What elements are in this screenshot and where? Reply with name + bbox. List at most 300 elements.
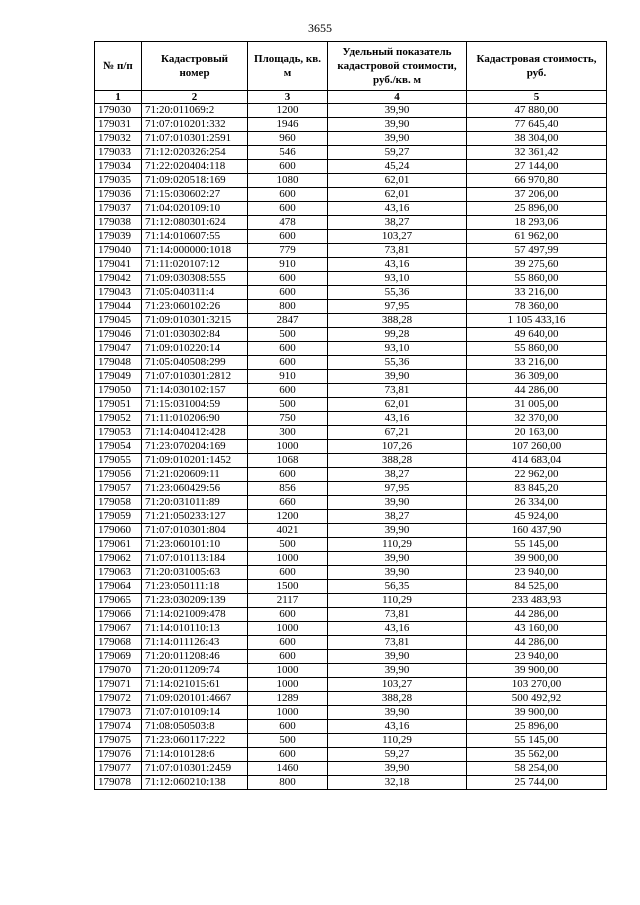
row-number-cell: 179070: [95, 664, 142, 678]
table-row: [95, 552, 607, 566]
area-cell: 600: [248, 356, 328, 370]
table-row: [95, 524, 607, 538]
table-row: [95, 398, 607, 412]
specific-value-cell: 43,16: [328, 412, 467, 426]
area-cell: 478: [248, 216, 328, 230]
cadastral-value-cell: 31 005,00: [467, 398, 607, 412]
specific-value-cell: 73,81: [328, 384, 467, 398]
row-number-cell: 179067: [95, 622, 142, 636]
cadastral-number-cell: 71:21:050233:127: [142, 510, 248, 524]
row-number-cell: 179078: [95, 776, 142, 790]
cadastral-value-cell: 500 492,92: [467, 692, 607, 706]
cadastral-number-cell: 71:23:060429:56: [142, 482, 248, 496]
row-number-cell: 179045: [95, 314, 142, 328]
row-number-cell: 179056: [95, 468, 142, 482]
table-row: [95, 608, 607, 622]
cadastral-number-cell: 71:15:030602:27: [142, 188, 248, 202]
area-cell: 4021: [248, 524, 328, 538]
table-row: [95, 244, 607, 258]
specific-value-cell: 110,29: [328, 734, 467, 748]
specific-value-cell: 73,81: [328, 608, 467, 622]
header-specific-value: Удельный показатель кадастровой стоимости, руб./кв. м: [328, 42, 467, 91]
row-number-cell: 179059: [95, 510, 142, 524]
row-number-cell: 179049: [95, 370, 142, 384]
cadastral-number-cell: 71:09:010201:1452: [142, 454, 248, 468]
cadastral-number-cell: 71:05:040508:299: [142, 356, 248, 370]
row-number-cell: 179053: [95, 426, 142, 440]
area-cell: 1946: [248, 118, 328, 132]
cadastral-number-cell: 71:09:010220:14: [142, 342, 248, 356]
cadastral-value-cell: 61 962,00: [467, 230, 607, 244]
table-row: [95, 328, 607, 342]
column-number: 3: [248, 91, 328, 104]
table-row: [95, 776, 607, 790]
cadastral-number-cell: 71:20:011209:74: [142, 664, 248, 678]
row-number-cell: 179060: [95, 524, 142, 538]
row-number-cell: 179066: [95, 608, 142, 622]
area-cell: 600: [248, 566, 328, 580]
specific-value-cell: 39,90: [328, 706, 467, 720]
cadastral-number-cell: 71:09:010301:3215: [142, 314, 248, 328]
cadastral-value-cell: 23 940,00: [467, 566, 607, 580]
area-cell: 1068: [248, 454, 328, 468]
table-row: [95, 300, 607, 314]
specific-value-cell: 43,16: [328, 258, 467, 272]
specific-value-cell: 73,81: [328, 244, 467, 258]
cadastral-value-cell: 44 286,00: [467, 384, 607, 398]
specific-value-cell: 97,95: [328, 300, 467, 314]
area-cell: 1200: [248, 104, 328, 118]
area-cell: 1200: [248, 510, 328, 524]
cadastral-number-cell: 71:20:031005:63: [142, 566, 248, 580]
specific-value-cell: 55,36: [328, 286, 467, 300]
specific-value-cell: 388,28: [328, 314, 467, 328]
header-cadastral-number: Кадастровый номер: [142, 42, 248, 91]
area-cell: 1000: [248, 664, 328, 678]
row-number-cell: 179068: [95, 636, 142, 650]
cadastral-value-cell: 38 304,00: [467, 132, 607, 146]
specific-value-cell: 110,29: [328, 538, 467, 552]
specific-value-cell: 39,90: [328, 370, 467, 384]
table-row: [95, 412, 607, 426]
area-cell: 910: [248, 370, 328, 384]
cadastral-number-cell: 71:11:010206:90: [142, 412, 248, 426]
specific-value-cell: 73,81: [328, 636, 467, 650]
cadastral-value-cell: 55 145,00: [467, 538, 607, 552]
specific-value-cell: 39,90: [328, 524, 467, 538]
area-cell: 1000: [248, 440, 328, 454]
area-cell: 600: [248, 720, 328, 734]
area-cell: 1000: [248, 622, 328, 636]
row-number-cell: 179054: [95, 440, 142, 454]
area-cell: 600: [248, 286, 328, 300]
cadastral-number-cell: 71:09:030308:555: [142, 272, 248, 286]
area-cell: 600: [248, 636, 328, 650]
area-cell: 600: [248, 650, 328, 664]
table-row: [95, 230, 607, 244]
row-number-cell: 179058: [95, 496, 142, 510]
cadastral-number-cell: 71:07:010301:804: [142, 524, 248, 538]
table-row: [95, 706, 607, 720]
column-number: 2: [142, 91, 248, 104]
cadastral-value-cell: 66 970,80: [467, 174, 607, 188]
area-cell: 2847: [248, 314, 328, 328]
table-header-row: [95, 42, 607, 91]
row-number-cell: 179036: [95, 188, 142, 202]
area-cell: 546: [248, 146, 328, 160]
row-number-cell: 179052: [95, 412, 142, 426]
specific-value-cell: 107,26: [328, 440, 467, 454]
specific-value-cell: 39,90: [328, 118, 467, 132]
row-number-cell: 179048: [95, 356, 142, 370]
cadastral-value-cell: 44 286,00: [467, 636, 607, 650]
specific-value-cell: 38,27: [328, 216, 467, 230]
row-number-cell: 179071: [95, 678, 142, 692]
row-number-cell: 179042: [95, 272, 142, 286]
table-row: [95, 510, 607, 524]
table-row: [95, 258, 607, 272]
table-row: [95, 426, 607, 440]
page-number: 3655: [308, 21, 332, 35]
table-body: [95, 104, 607, 790]
area-cell: 1080: [248, 174, 328, 188]
cadastral-value-cell: 25 896,00: [467, 202, 607, 216]
column-number: 1: [95, 91, 142, 104]
cadastral-value-cell: 39 900,00: [467, 552, 607, 566]
row-number-cell: 179050: [95, 384, 142, 398]
specific-value-cell: 43,16: [328, 720, 467, 734]
row-number-cell: 179044: [95, 300, 142, 314]
cadastral-number-cell: 71:23:050111:18: [142, 580, 248, 594]
area-cell: 1289: [248, 692, 328, 706]
row-number-cell: 179032: [95, 132, 142, 146]
specific-value-cell: 32,18: [328, 776, 467, 790]
row-number-cell: 179031: [95, 118, 142, 132]
row-number-cell: 179062: [95, 552, 142, 566]
specific-value-cell: 110,29: [328, 594, 467, 608]
cadastral-value-cell: 39 900,00: [467, 664, 607, 678]
specific-value-cell: 67,21: [328, 426, 467, 440]
table-row: [95, 314, 607, 328]
row-number-cell: 179064: [95, 580, 142, 594]
specific-value-cell: 56,35: [328, 580, 467, 594]
cadastral-value-cell: 47 880,00: [467, 104, 607, 118]
area-cell: 600: [248, 272, 328, 286]
cadastral-number-cell: 71:14:021009:478: [142, 608, 248, 622]
column-number-row: [95, 91, 607, 104]
table-row: [95, 202, 607, 216]
area-cell: 1460: [248, 762, 328, 776]
cadastral-number-cell: 71:15:031004:59: [142, 398, 248, 412]
cadastral-value-cell: 84 525,00: [467, 580, 607, 594]
cadastral-value-cell: 23 940,00: [467, 650, 607, 664]
cadastral-number-cell: 71:23:060102:26: [142, 300, 248, 314]
cadastral-number-cell: 71:08:050503:8: [142, 720, 248, 734]
area-cell: 600: [248, 230, 328, 244]
table-row: [95, 146, 607, 160]
row-number-cell: 179030: [95, 104, 142, 118]
cadastral-number-cell: 71:14:010128:6: [142, 748, 248, 762]
cadastral-value-cell: 55 860,00: [467, 342, 607, 356]
cadastral-value-cell: 33 216,00: [467, 356, 607, 370]
cadastral-number-cell: 71:04:020109:10: [142, 202, 248, 216]
area-cell: 779: [248, 244, 328, 258]
specific-value-cell: 62,01: [328, 398, 467, 412]
header-area: Площадь, кв. м: [248, 42, 328, 91]
cadastral-value-cell: 58 254,00: [467, 762, 607, 776]
table-row: [95, 342, 607, 356]
specific-value-cell: 39,90: [328, 566, 467, 580]
cadastral-value-cell: 33 216,00: [467, 286, 607, 300]
cadastral-number-cell: 71:07:010113:184: [142, 552, 248, 566]
table-row: [95, 636, 607, 650]
area-cell: 1000: [248, 678, 328, 692]
row-number-cell: 179040: [95, 244, 142, 258]
table-row: [95, 482, 607, 496]
cadastral-number-cell: 71:23:060101:10: [142, 538, 248, 552]
specific-value-cell: 388,28: [328, 454, 467, 468]
area-cell: 660: [248, 496, 328, 510]
cadastral-number-cell: 71:14:000000:1018: [142, 244, 248, 258]
row-number-cell: 179057: [95, 482, 142, 496]
cadastral-value-cell: 43 160,00: [467, 622, 607, 636]
cadastral-number-cell: 71:21:020609:11: [142, 468, 248, 482]
table-row: [95, 720, 607, 734]
cadastral-number-cell: 71:14:021015:61: [142, 678, 248, 692]
row-number-cell: 179073: [95, 706, 142, 720]
area-cell: 600: [248, 748, 328, 762]
header-cadastral-value: Кадастровая стоимость, руб.: [467, 42, 607, 91]
cadastral-value-cell: 57 497,99: [467, 244, 607, 258]
table-row: [95, 566, 607, 580]
cadastral-number-cell: 71:20:011208:46: [142, 650, 248, 664]
cadastral-value-cell: 55 860,00: [467, 272, 607, 286]
cadastral-number-cell: 71:01:030302:84: [142, 328, 248, 342]
specific-value-cell: 39,90: [328, 664, 467, 678]
cadastral-number-cell: 71:07:010201:332: [142, 118, 248, 132]
specific-value-cell: 39,90: [328, 552, 467, 566]
cadastral-value-cell: 32 361,42: [467, 146, 607, 160]
table-row: [95, 748, 607, 762]
table-row: [95, 132, 607, 146]
cadastral-value-cell: 45 924,00: [467, 510, 607, 524]
row-number-cell: 179069: [95, 650, 142, 664]
cadastral-value-cell: 35 562,00: [467, 748, 607, 762]
cadastral-value-cell: 37 206,00: [467, 188, 607, 202]
row-number-cell: 179061: [95, 538, 142, 552]
table-row: [95, 664, 607, 678]
area-cell: 1000: [248, 706, 328, 720]
cadastral-number-cell: 71:23:070204:169: [142, 440, 248, 454]
cadastral-value-cell: 78 360,00: [467, 300, 607, 314]
table-row: [95, 286, 607, 300]
specific-value-cell: 39,90: [328, 650, 467, 664]
table-row: [95, 216, 607, 230]
table-row: [95, 650, 607, 664]
table-row: [95, 678, 607, 692]
cadastral-number-cell: 71:14:011126:43: [142, 636, 248, 650]
table-row: [95, 734, 607, 748]
table-row: [95, 762, 607, 776]
cadastral-number-cell: 71:20:011069:2: [142, 104, 248, 118]
table-row: [95, 370, 607, 384]
area-cell: 500: [248, 328, 328, 342]
column-number: 4: [328, 91, 467, 104]
area-cell: 600: [248, 608, 328, 622]
cadastral-value-cell: 1 105 433,16: [467, 314, 607, 328]
cadastral-number-cell: 71:12:020326:254: [142, 146, 248, 160]
area-cell: 2117: [248, 594, 328, 608]
area-cell: 600: [248, 468, 328, 482]
area-cell: 600: [248, 342, 328, 356]
specific-value-cell: 59,27: [328, 146, 467, 160]
cadastral-value-cell: 26 334,00: [467, 496, 607, 510]
column-number: 5: [467, 91, 607, 104]
area-cell: 300: [248, 426, 328, 440]
cadastral-number-cell: 71:07:010109:14: [142, 706, 248, 720]
cadastral-number-cell: 71:23:030209:139: [142, 594, 248, 608]
row-number-cell: 179046: [95, 328, 142, 342]
cadastral-value-cell: 160 437,90: [467, 524, 607, 538]
area-cell: 910: [248, 258, 328, 272]
row-number-cell: 179051: [95, 398, 142, 412]
table-row: [95, 160, 607, 174]
cadastral-value-cell: 25 744,00: [467, 776, 607, 790]
table-row: [95, 104, 607, 118]
row-number-cell: 179072: [95, 692, 142, 706]
table-row: [95, 188, 607, 202]
cadastral-value-cell: 83 845,20: [467, 482, 607, 496]
cadastral-value-cell: 25 896,00: [467, 720, 607, 734]
cadastral-value-cell: 20 163,00: [467, 426, 607, 440]
area-cell: 600: [248, 202, 328, 216]
row-number-cell: 179063: [95, 566, 142, 580]
area-cell: 750: [248, 412, 328, 426]
row-number-cell: 179075: [95, 734, 142, 748]
cadastral-value-cell: 18 293,06: [467, 216, 607, 230]
specific-value-cell: 388,28: [328, 692, 467, 706]
specific-value-cell: 93,10: [328, 272, 467, 286]
cadastral-value-cell: 77 645,40: [467, 118, 607, 132]
table-row: [95, 118, 607, 132]
row-number-cell: 179065: [95, 594, 142, 608]
cadastral-number-cell: 71:14:010110:13: [142, 622, 248, 636]
specific-value-cell: 39,90: [328, 496, 467, 510]
cadastral-value-cell: 32 370,00: [467, 412, 607, 426]
area-cell: 600: [248, 160, 328, 174]
area-cell: 800: [248, 300, 328, 314]
cadastral-value-cell: 414 683,04: [467, 454, 607, 468]
table-row: [95, 622, 607, 636]
table-row: [95, 692, 607, 706]
specific-value-cell: 62,01: [328, 174, 467, 188]
cadastral-number-cell: 71:14:030102:157: [142, 384, 248, 398]
specific-value-cell: 38,27: [328, 510, 467, 524]
cadastral-number-cell: 71:23:060117:222: [142, 734, 248, 748]
table-row: [95, 384, 607, 398]
specific-value-cell: 38,27: [328, 468, 467, 482]
specific-value-cell: 39,90: [328, 132, 467, 146]
row-number-cell: 179077: [95, 762, 142, 776]
area-cell: 500: [248, 734, 328, 748]
cadastral-value-table: [94, 41, 607, 790]
table-row: [95, 272, 607, 286]
specific-value-cell: 99,28: [328, 328, 467, 342]
table-row: [95, 174, 607, 188]
row-number-cell: 179038: [95, 216, 142, 230]
area-cell: 960: [248, 132, 328, 146]
table-row: [95, 454, 607, 468]
specific-value-cell: 43,16: [328, 202, 467, 216]
specific-value-cell: 62,01: [328, 188, 467, 202]
header-row-number: № п/п: [95, 42, 142, 91]
cadastral-value-cell: 103 270,00: [467, 678, 607, 692]
specific-value-cell: 97,95: [328, 482, 467, 496]
row-number-cell: 179041: [95, 258, 142, 272]
specific-value-cell: 39,90: [328, 762, 467, 776]
specific-value-cell: 55,36: [328, 356, 467, 370]
specific-value-cell: 45,24: [328, 160, 467, 174]
row-number-cell: 179039: [95, 230, 142, 244]
cadastral-number-cell: 71:07:010301:2459: [142, 762, 248, 776]
area-cell: 500: [248, 538, 328, 552]
table-row: [95, 594, 607, 608]
specific-value-cell: 59,27: [328, 748, 467, 762]
area-cell: 600: [248, 188, 328, 202]
table-row: [95, 356, 607, 370]
cadastral-value-cell: 55 145,00: [467, 734, 607, 748]
row-number-cell: 179047: [95, 342, 142, 356]
row-number-cell: 179035: [95, 174, 142, 188]
area-cell: 500: [248, 398, 328, 412]
cadastral-number-cell: 71:12:060210:138: [142, 776, 248, 790]
table-row: [95, 496, 607, 510]
cadastral-number-cell: 71:11:020107:12: [142, 258, 248, 272]
table-row: [95, 468, 607, 482]
cadastral-value-cell: 22 962,00: [467, 468, 607, 482]
table-row: [95, 580, 607, 594]
row-number-cell: 179037: [95, 202, 142, 216]
cadastral-value-cell: 39 900,00: [467, 706, 607, 720]
cadastral-number-cell: 71:14:040412:428: [142, 426, 248, 440]
area-cell: 800: [248, 776, 328, 790]
cadastral-value-cell: 233 483,93: [467, 594, 607, 608]
cadastral-value-cell: 44 286,00: [467, 608, 607, 622]
cadastral-value-cell: 107 260,00: [467, 440, 607, 454]
cadastral-number-cell: 71:09:020518:169: [142, 174, 248, 188]
row-number-cell: 179055: [95, 454, 142, 468]
cadastral-value-cell: 39 275,60: [467, 258, 607, 272]
cadastral-value-cell: 49 640,00: [467, 328, 607, 342]
cadastral-number-cell: 71:07:010301:2812: [142, 370, 248, 384]
table-row: [95, 440, 607, 454]
area-cell: 1000: [248, 552, 328, 566]
row-number-cell: 179074: [95, 720, 142, 734]
row-number-cell: 179076: [95, 748, 142, 762]
specific-value-cell: 39,90: [328, 104, 467, 118]
cadastral-value-cell: 27 144,00: [467, 160, 607, 174]
area-cell: 600: [248, 384, 328, 398]
area-cell: 856: [248, 482, 328, 496]
table-row: [95, 538, 607, 552]
cadastral-value-cell: 36 309,00: [467, 370, 607, 384]
cadastral-number-cell: 71:07:010301:2591: [142, 132, 248, 146]
specific-value-cell: 93,10: [328, 342, 467, 356]
cadastral-number-cell: 71:12:080301:624: [142, 216, 248, 230]
row-number-cell: 179043: [95, 286, 142, 300]
cadastral-number-cell: 71:05:040311:4: [142, 286, 248, 300]
specific-value-cell: 103,27: [328, 678, 467, 692]
